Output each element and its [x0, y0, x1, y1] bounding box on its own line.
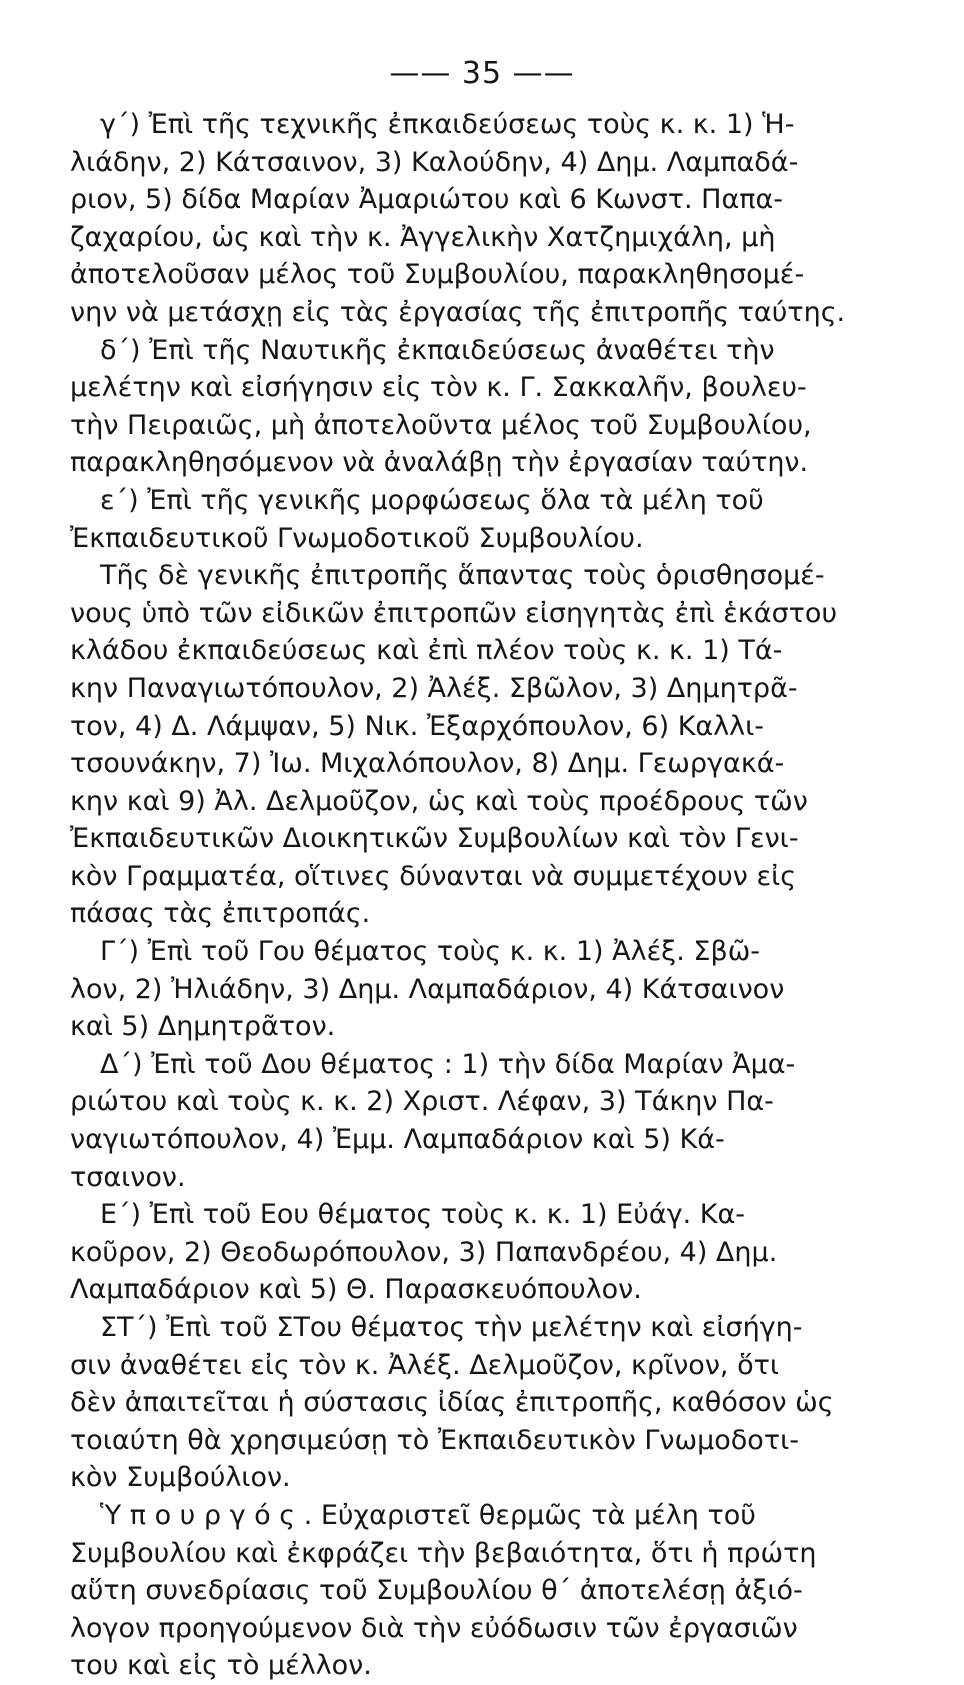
text-line: λιάδην, 2) Κάτσαινον, 3) Καλούδην, 4) Δημ. Λαμπαδά- — [70, 146, 799, 178]
text-line: ριον, 5) δίδα Μαρίαν Ἀμαριώτου καὶ 6 Κωνστ. Παπα- — [70, 184, 784, 216]
text-line: κην καὶ 9) Ἀλ. Δελμοῦζον, ὡς καὶ τοὺς προέδρους τῶν — [70, 785, 808, 817]
text-line: μελέτην καὶ εἰσήγησιν εἰς τὸν κ. Γ. Σακκαλῆν, βουλευ- — [70, 372, 807, 404]
text-line: καὶ 5) Δημητρᾶτον. — [70, 1011, 336, 1043]
text-line: σιν ἀναθέτει εἰς τὸν κ. Ἀλέξ. Δελμοῦζον, κρῖνον, ὅτι — [70, 1349, 779, 1381]
text-line: κλάδου ἐκπαιδεύσεως καὶ ἐπὶ πλέον τοὺς κ. κ. 1) Τά- — [70, 635, 783, 667]
page-number: —— 35 —— — [389, 56, 575, 91]
text-line: Γ΄) Ἐπὶ τοῦ Γου θέματος τοὺς κ. κ. 1) Ἀλέξ. Σβῶ- — [100, 936, 761, 968]
text-line: λογον προηγούμενον διὰ τὴν εὐόδωσιν τῶν ἐργασιῶν — [70, 1612, 798, 1644]
text-line: ε΄) Ἐπὶ τῆς γενικῆς μορφώσεως ὅλα τὰ μέλη τοῦ — [100, 484, 764, 516]
text-line: Τῆς δὲ γενικῆς ἐπιτροπῆς ἅπαντας τοὺς ὁρισθησομέ- — [100, 560, 825, 592]
text-line: κὸν Γραμματέα, οἵτινες δύνανται νὰ συμμετέχουν εἰς — [70, 860, 797, 892]
text-line: του καὶ εἰς τὸ μέλλον. — [70, 1650, 372, 1682]
text-line: κην Παναγιωτόπουλον, 2) Ἀλέξ. Σβῶλον, 3) Δημητρᾶ- — [70, 672, 798, 704]
text-line: κὸν Συμβούλιον. — [70, 1462, 291, 1494]
text-line: Λαμπαδάριον καὶ 5) Θ. Παρασκευόπουλον. — [70, 1274, 642, 1306]
text-line: δὲν ἀπαιτεῖται ἡ σύστασις ἰδίας ἐπιτροπῆς, καθόσον ὡς — [70, 1387, 834, 1419]
text-line: γ΄) Ἐπὶ τῆς τεχνικῆς ἐπκαιδεύσεως τοὺς κ. κ. 1) Ἡ- — [100, 109, 795, 140]
text-line: νην νὰ μετάσχῃ εἰς τὰς ἐργασίας τῆς ἐπιτροπῆς ταύτης. — [70, 296, 846, 328]
text-line: δ΄) Ἐπὶ τῆς Ναυτικῆς ἐκπαιδεύσεως ἀναθέτει τὴν — [100, 334, 775, 366]
text-line: Δ΄) Ἐπὶ τοῦ Δου θέματος : 1) τὴν δίδα Μαρίαν Ἀμα- — [100, 1048, 796, 1080]
text-line: λον, 2) Ἠλιάδην, 3) Δημ. Λαμπαδάριον, 4) Κάτσαινον — [70, 973, 785, 1005]
text-line: ναγιωτόπουλον, 4) Ἐμμ. Λαμπαδάριον καὶ 5) Κά- — [70, 1124, 725, 1156]
text-line: πάσας τὰς ἐπιτροπάς. — [70, 898, 371, 930]
text-line: Ε΄) Ἐπὶ τοῦ Εου θέματος τοὺς κ. κ. 1) Εὐάγ. Κα- — [100, 1199, 746, 1231]
text-line: αὕτη συνεδρίασις τοῦ Συμβουλίου θ΄ ἀποτελέσῃ ἀξιό- — [70, 1575, 803, 1607]
text-line: ζαχαρίου, ὡς καὶ τὴν κ. Ἀγγελικὴν Χατζημιχάλη, μὴ — [70, 221, 776, 253]
text-line: Συμβουλίου καὶ ἐκφράζει τὴν βεβαιότητα, ὅτι ἡ πρώτη — [70, 1537, 817, 1569]
text-line: ριώτου καὶ τοὺς κ. κ. 2) Χριστ. Λέφαν, 3) Τάκην Πα- — [70, 1086, 774, 1118]
text-line: τὴν Πειραιῶς, μὴ ἀποτελοῦντα μέλος τοῦ Συμβουλίου, — [70, 409, 812, 441]
text-line: τσαινον. — [70, 1161, 186, 1193]
text-line: τοιαύτη θὰ χρησιμεύσῃ τὸ Ἐκπαιδευτικὸν Γνωμοδοτι- — [70, 1424, 799, 1456]
text-line: ΣΤ΄) Ἐπὶ τοῦ ΣΤου θέματος τὴν μελέτην καὶ εἰσήγη- — [100, 1312, 803, 1343]
text-line: νους ὑπὸ τῶν εἰδικῶν ἐπιτροπῶν εἰσηγητὰς ἐπὶ ἑκάστου — [70, 597, 838, 629]
text-line: Ἐκπαιδευτικῶν Διοικητικῶν Συμβουλίων καὶ τὸν Γενι- — [70, 823, 799, 855]
text-line: κοῦρον, 2) Θεοδωρόπουλον, 3) Παπανδρέου, 4) Δημ. — [70, 1236, 778, 1268]
body-text — [70, 106, 870, 1685]
text-line: Ἐκπαιδευτικοῦ Γνωμοδοτικοῦ Συμβουλίου. — [70, 522, 644, 554]
text-line: τον, 4) Δ. Λάμψαν, 5) Νικ. Ἐξαρχόπουλον, 6) Καλλι- — [70, 710, 765, 742]
text-line: τσουνάκην, 7) Ἰω. Μιχαλόπουλον, 8) Δημ. Γεωργακά- — [70, 748, 785, 780]
text-line: ἀποτελοῦσαν μέλος τοῦ Συμβουλίου, παρακληθησομέ- — [70, 259, 805, 291]
text-line: Ὑ π ο υ ρ γ ό ς . Εὐχαριστεῖ θερμῶς τὰ μέλη τοῦ — [100, 1499, 756, 1531]
text-line: παρακληθησόμενον νὰ ἀναλάβῃ τὴν ἐργασίαν ταύτην. — [70, 447, 809, 479]
